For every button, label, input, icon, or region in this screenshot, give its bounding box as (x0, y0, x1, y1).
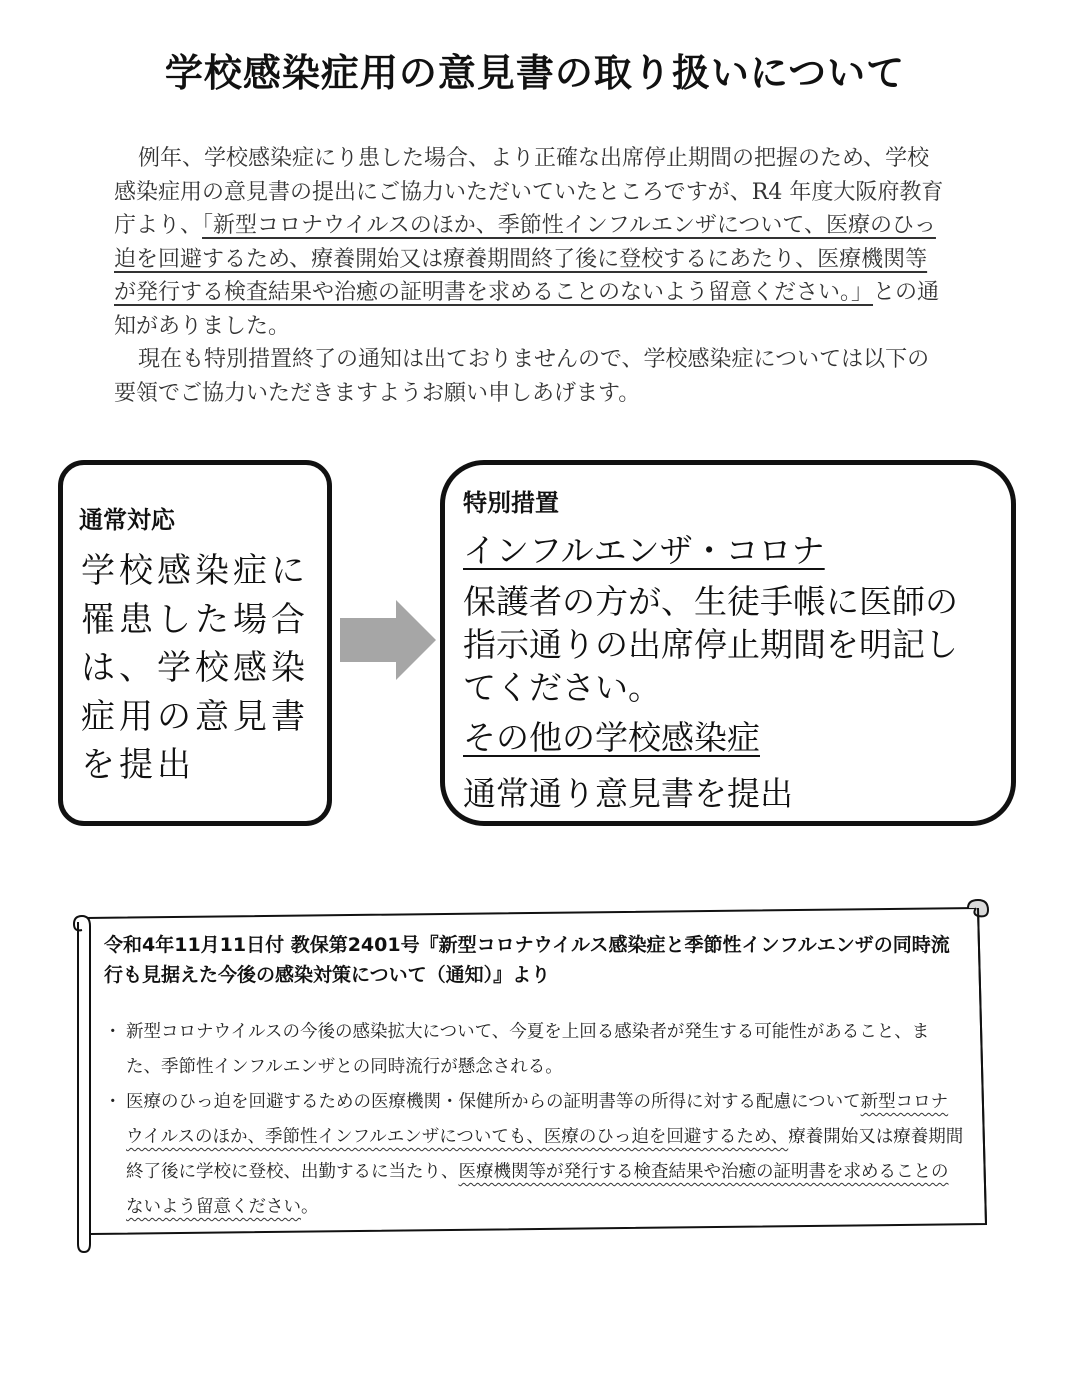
normal-response-text: 学校感染症に罹患した場合は、学校感染症用の意見書を提出 (81, 551, 309, 785)
notice-item-1-text: 新型コロナウイルスの今後の感染拡大について、今夏を上回る感染者が発生する可能性があること、また、季節性インフルエンザとの同時流行が懸念される。 (126, 1022, 930, 1077)
page-title: 学校感染症用の意見書の取り扱いについて (164, 51, 906, 95)
intro-quoted-notice: 「新型コロナウイルスのほか、季節性インフルエンザについて、医療のひっ迫を回避するため、療養開始又は療養期間終了後に登校するにあたり、医療機関等が発行する検査結果や治癒の証明書を求めることのないよう留意ください。」 (114, 213, 936, 305)
notice-heading: 令和4年11月11日付 教保第2401号『新型コロナウイルス感染症と季節性インフルエンザの同時流行も見据えた今後の感染対策について（通知）』より (104, 934, 950, 986)
intro-paragraph-1 (114, 142, 944, 343)
influenza-corona-subheading: インフルエンザ・コロナ (463, 531, 825, 570)
intro-request-text: 現在も特別措置終了の通知は出ておりませんので、学校感染症については以下の要領でご協力いただきますようお願い申しあげます。 (114, 347, 930, 406)
special-measures-heading: 特別措置 (463, 489, 559, 517)
other-infections-subheading: その他の学校感染症 (463, 718, 760, 757)
normal-response-heading: 通常対応 (79, 506, 175, 534)
notice-item-2 (104, 1085, 964, 1225)
notice-item-1 (104, 1015, 964, 1085)
special-measures-box (440, 460, 1016, 826)
intro-section (114, 142, 944, 410)
notice-list (104, 1015, 964, 1225)
other-infections-text: 通常通り意見書を提出 (463, 774, 793, 813)
notice-item-2-underline-1: 新型コロナウイルスのほか、季節性インフルエンザについても、医療のひっ迫を回避するため、 (126, 1092, 949, 1147)
normal-response-box (58, 460, 332, 826)
notice-item-2-text-c: 。 (301, 1197, 319, 1217)
intro-text: 例年、学校感染症にり患した場合、より正確な出席停止期間の把握のため、学校感染症用の意見書の提出にご協力いただいていたところですが、R4 年度大阪府教育庁より、 (114, 146, 944, 238)
intro-paragraph-2 (114, 343, 944, 410)
right-arrow-icon (340, 600, 436, 680)
intro-text-end: との通知がありました。 (114, 280, 940, 339)
influenza-corona-text: 保護者の方が、生徒手帳に医師の指示通りの出席停止期間を明記してください。 (463, 582, 958, 707)
notice-item-2-text-a: 医療のひっ迫を回避するための医療機関・保健所からの証明書等の所得に対する配慮について (126, 1092, 861, 1112)
notice-item-2-underline-2: 医療機関等が発行する検査結果や治癒の証明書を求めることのないよう留意ください (126, 1162, 949, 1217)
notice-item-2-text-b: 療養開始又は療養期間終了後に学校に登校、出勤するに当たり、 (126, 1127, 964, 1182)
